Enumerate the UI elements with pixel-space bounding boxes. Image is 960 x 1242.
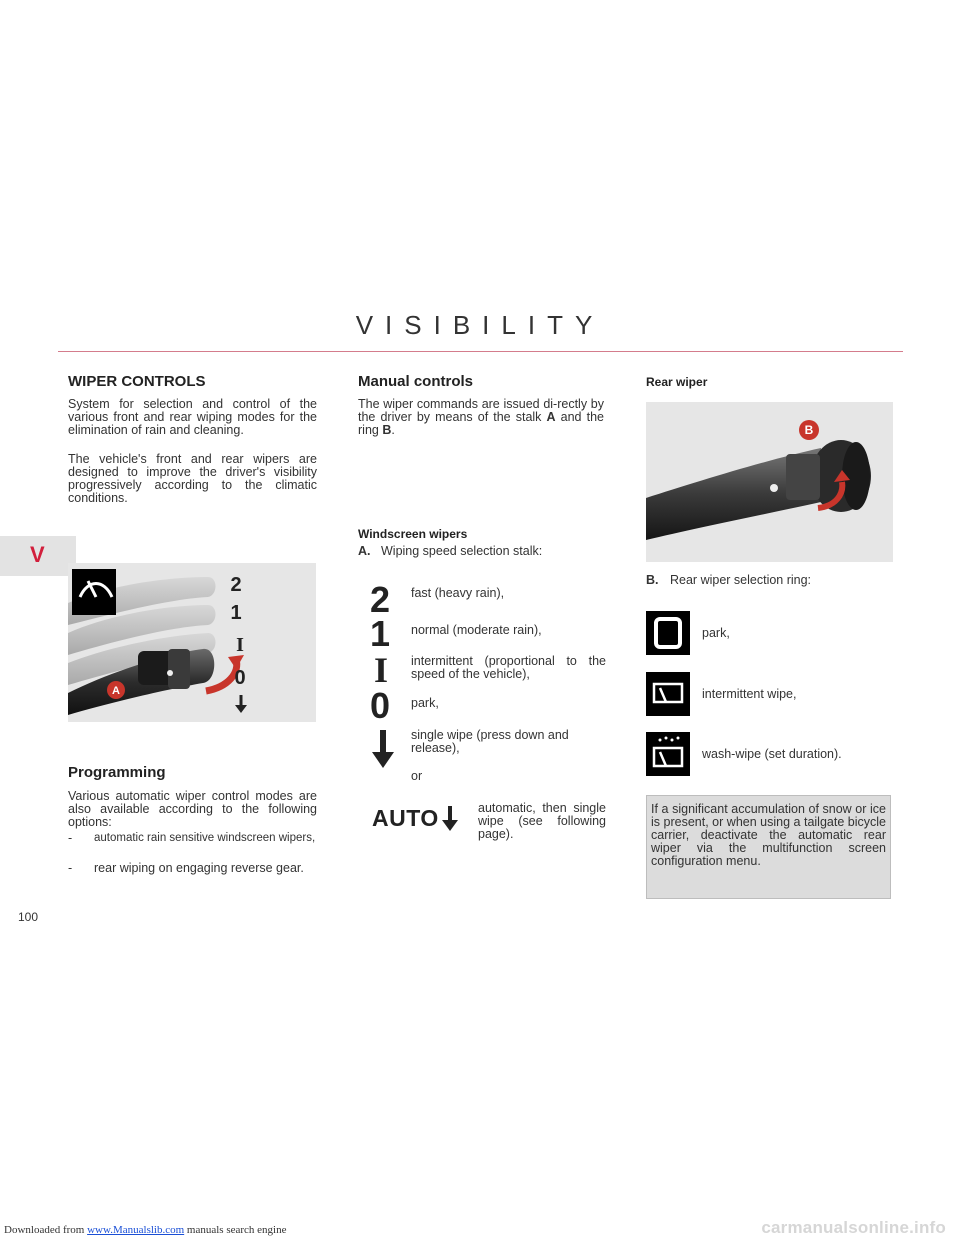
- wash-wipe-icon: [646, 732, 690, 776]
- intermittent-wipe-icon: [646, 672, 690, 716]
- title-divider: [58, 351, 903, 352]
- speed-1-symbol: 1: [370, 613, 391, 654]
- single-wipe-text: single wipe (press down and release),: [411, 728, 569, 755]
- park-text: park,: [702, 626, 730, 640]
- bullet-dash: -: [68, 831, 73, 845]
- callout-b: B: [804, 423, 814, 437]
- position-mark-2: 2: [230, 574, 242, 596]
- bullet-dash: -: [68, 861, 73, 875]
- auto-symbol: AUTO: [372, 805, 439, 831]
- snow-ice-note: [646, 795, 891, 899]
- speed-selection-label: Wiping speed selection stalk:: [381, 544, 543, 558]
- manual-controls-paragraph: [358, 398, 604, 437]
- para-text: .: [391, 423, 395, 437]
- programming-heading: Programming: [68, 764, 166, 781]
- intermittent-wipe-text: intermittent wipe,: [702, 687, 797, 701]
- visibility-paragraph: The vehicle's front and rear wipers are designed to improve the driver's visibility progressively according to the climatic conditions.: [68, 452, 317, 505]
- speed-2-text: fast (heavy rain),: [411, 586, 505, 600]
- wiper-stalk-illustration: [68, 563, 316, 722]
- speed-1-text: normal (moderate rain),: [411, 623, 542, 637]
- programming-intro: Various automatic wiper control modes are also available according to the following options:: [68, 789, 317, 829]
- label-a: A.: [358, 544, 371, 558]
- rear-wiper-stalk-illustration: [646, 402, 893, 562]
- stalk-label: A: [546, 410, 556, 424]
- download-banner: [4, 1224, 286, 1236]
- label-b: B.: [646, 573, 659, 587]
- ring-selection-label: Rear wiper selection ring:: [670, 573, 812, 587]
- speed-2-symbol: 2: [370, 579, 391, 620]
- bullet-reverse-gear: rear wiping on engaging reverse gear.: [94, 861, 304, 875]
- rear-wiper-ring-photo: [646, 402, 893, 562]
- position-mark-0: 0: [234, 667, 246, 689]
- para-text: and the ring: [358, 410, 604, 437]
- para-text: The wiper commands are issued di-rectly by the driver by means of the stalk: [358, 397, 604, 424]
- page-number: 100: [18, 910, 39, 924]
- wash-wipe-text: wash-wipe (set duration).: [702, 747, 842, 761]
- wiper-controls-heading: WIPER CONTROLS: [68, 373, 206, 390]
- or-text: or: [411, 769, 423, 783]
- speed-0-symbol: 0: [370, 685, 391, 726]
- speed-0-text: park,: [411, 696, 439, 710]
- watermark: carmanualsonline.info: [761, 1218, 946, 1237]
- intro-paragraph: System for selection and control of the various front and rear wiping modes for the elimination of rain and cleaning.: [68, 397, 317, 437]
- chapter-tab: [0, 536, 76, 576]
- speed-i-symbol: I: [374, 650, 389, 690]
- position-mark-1: 1: [230, 602, 242, 624]
- chapter-letter: V: [30, 542, 45, 567]
- auto-arrow-icon: [442, 806, 458, 832]
- bullet-rain-sensitive: automatic rain sensitive windscreen wipers,: [94, 832, 316, 844]
- windscreen-wipers-heading: Windscreen wipers: [358, 527, 468, 541]
- page-title: VISIBILITY: [355, 310, 605, 340]
- arrow-down-icon: [372, 730, 394, 770]
- download-prefix: Downloaded from: [4, 1224, 88, 1236]
- manualslib-link[interactable]: www.Manualslib.com: [87, 1224, 185, 1236]
- callout-a: A: [112, 685, 120, 697]
- park-icon: [646, 611, 690, 655]
- download-suffix: manuals search engine: [184, 1224, 287, 1236]
- auto-text: automatic, then single wipe (see following page).: [478, 801, 606, 841]
- position-mark-i: I: [236, 634, 244, 656]
- manual-controls-heading: Manual controls: [358, 373, 474, 390]
- speed-i-text: intermittent (proportional to the speed of the vehicle),: [411, 654, 606, 681]
- ring-label: B: [382, 423, 392, 437]
- wiper-stalk-photo: [68, 563, 316, 722]
- rear-wiper-heading: Rear wiper: [646, 375, 708, 389]
- note-text: If a significant accumulation of snow or ice is present, or when using a tailgate bicycle carrier, deactivate the automatic rear wiper via the multifunction screen configuration menu.: [651, 802, 886, 868]
